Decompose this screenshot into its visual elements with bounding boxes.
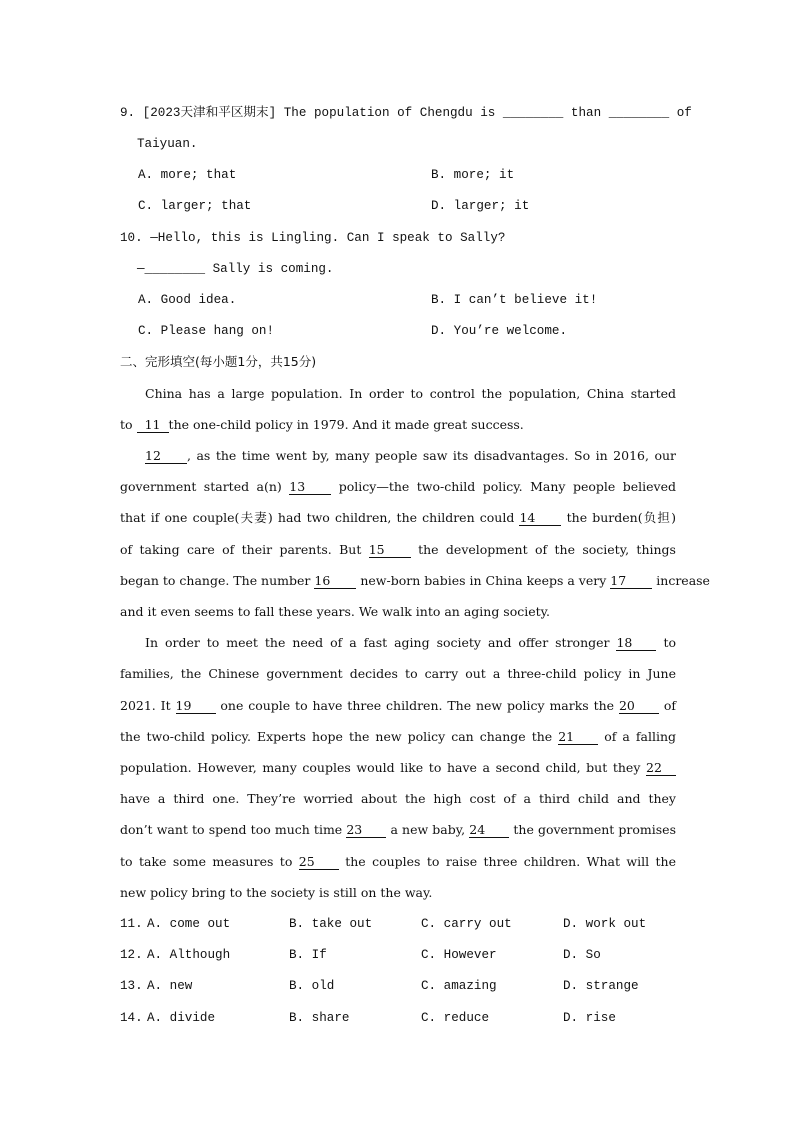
blank-20[interactable]: 20 bbox=[619, 699, 659, 714]
passage-line: China has a large population. In order to control the population, China started bbox=[145, 386, 676, 401]
question-number: 13. bbox=[120, 979, 143, 993]
option-a: A. come out bbox=[147, 917, 231, 931]
question-number: 14. bbox=[120, 1011, 143, 1025]
option-d: D. So bbox=[563, 948, 601, 962]
blank-22[interactable]: 22 bbox=[646, 761, 676, 776]
option-c: C. carry out bbox=[421, 917, 512, 931]
option-b: B. share bbox=[289, 1011, 350, 1025]
passage-line: families, the Chinese government decides to carry out a three-child policy in June bbox=[120, 666, 676, 681]
passage-line: the two-child policy. Experts hope the new policy can change the 21 of a falling bbox=[120, 729, 676, 744]
passage-line: began to change. The number 16 new-born babies in China keeps a very 17 increase bbox=[120, 573, 710, 588]
passage-line: In order to meet the need of a fast aging society and offer stronger 18 to bbox=[145, 635, 676, 650]
option-a: A. new bbox=[147, 979, 193, 993]
blank-15[interactable]: 15 bbox=[369, 543, 411, 558]
option-d: D. strange bbox=[563, 979, 639, 993]
blank-13[interactable]: 13 bbox=[289, 480, 331, 495]
option-d: D. rise bbox=[563, 1011, 616, 1025]
question-number: 12. bbox=[120, 948, 143, 962]
q10-stem-cont: —________ Sally is coming. bbox=[137, 262, 334, 276]
blank-19[interactable]: 19 bbox=[176, 699, 216, 714]
passage-line: and it even seems to fall these years. We walk into an aging society. bbox=[120, 604, 551, 619]
blank-24[interactable]: 24 bbox=[469, 823, 509, 838]
passage-line: have a third one. They’re worried about the high cost of a third child and they bbox=[120, 791, 676, 806]
q9-stem-cont: Taiyuan. bbox=[137, 137, 198, 151]
passage-line: new policy bring to the society is still on the way. bbox=[120, 885, 433, 900]
blank-18[interactable]: 18 bbox=[616, 636, 656, 651]
q10-option-d: D. You’re welcome. bbox=[431, 324, 568, 338]
option-c: C. However bbox=[421, 948, 497, 962]
q9-option-b: B. more; it bbox=[431, 168, 515, 182]
blank-17[interactable]: 17 bbox=[610, 574, 652, 589]
passage-line: government started a(n) 13 policy—the two-child policy. Many people believed bbox=[120, 479, 676, 494]
option-a: A. Although bbox=[147, 948, 231, 962]
q10-option-c: C. Please hang on! bbox=[138, 324, 275, 338]
option-b: B. If bbox=[289, 948, 327, 962]
passage-line: 12 , as the time went by, many people saw its disadvantages. So in 2016, our bbox=[145, 448, 676, 463]
question-number: 11. bbox=[120, 917, 143, 931]
blank-12[interactable]: 12 bbox=[145, 449, 187, 464]
q9-option-d: D. larger; it bbox=[431, 199, 530, 213]
blank-11[interactable]: 11 bbox=[137, 418, 169, 433]
passage-line: to take some measures to 25 the couples to raise three children. What will the bbox=[120, 854, 676, 869]
blank-25[interactable]: 25 bbox=[299, 855, 339, 870]
q9-option-a: A. more; that bbox=[138, 168, 237, 182]
option-c: C. reduce bbox=[421, 1011, 490, 1025]
option-c: C. amazing bbox=[421, 979, 497, 993]
option-a: A. divide bbox=[147, 1011, 216, 1025]
q10-stem: 10. —Hello, this is Lingling. Can I speak to Sally? bbox=[120, 231, 506, 245]
blank-23[interactable]: 23 bbox=[346, 823, 386, 838]
passage-line: 2021. It 19 one couple to have three children. The new policy marks the 20 of bbox=[120, 698, 676, 713]
passage-line: population. However, many couples would like to have a second child, but they 22 bbox=[120, 759, 676, 777]
blank-21[interactable]: 21 bbox=[558, 730, 598, 745]
passage-line: don’t want to spend too much time 23 a new baby, 24 the government promises bbox=[120, 822, 676, 837]
q9-stem: 9. [2023天津和平区期末] The population of Chengdu is ________ than ________ of bbox=[120, 106, 692, 120]
blank-16[interactable]: 16 bbox=[314, 574, 356, 589]
option-b: B. old bbox=[289, 979, 335, 993]
passage-line: that if one couple(夫妻) had two children, the children could 14 the burden(负担) bbox=[120, 510, 676, 525]
passage-line: to 11 the one-child policy in 1979. And it made great success. bbox=[120, 417, 524, 432]
section-title: 二、完形填空(每小题1分，共15分) bbox=[120, 354, 317, 369]
option-b: B. take out bbox=[289, 917, 373, 931]
option-d: D. work out bbox=[563, 917, 647, 931]
passage-line: of taking care of their parents. But 15 the development of the society, things bbox=[120, 542, 676, 557]
q9-option-c: C. larger; that bbox=[138, 199, 252, 213]
q10-option-a: A. Good idea. bbox=[138, 293, 237, 307]
blank-14[interactable]: 14 bbox=[519, 511, 561, 526]
q10-option-b: B. I can’t believe it! bbox=[431, 293, 598, 307]
